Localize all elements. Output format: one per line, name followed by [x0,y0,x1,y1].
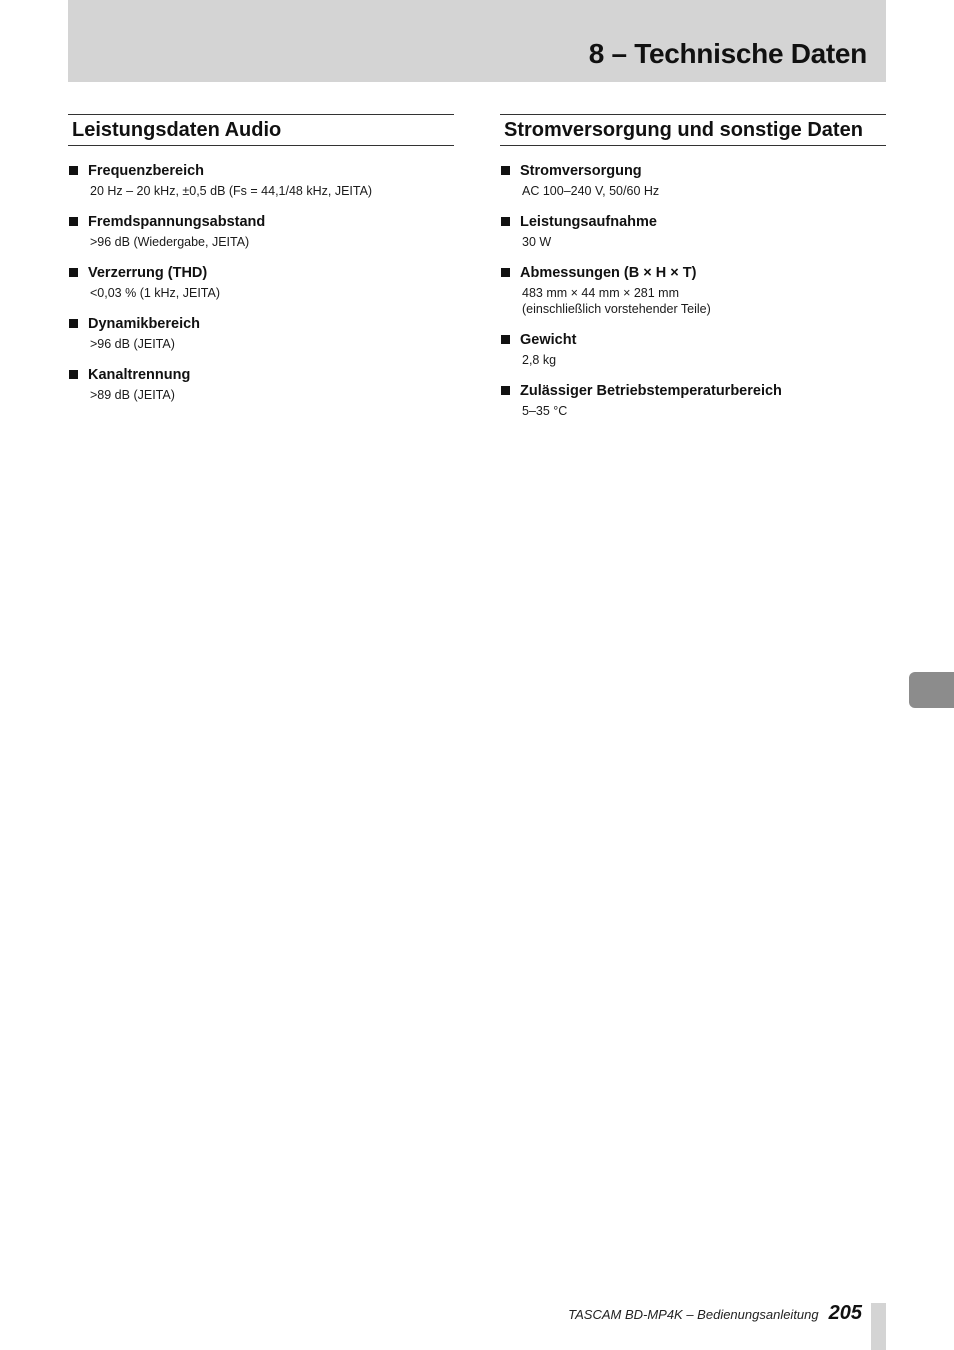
spec-value: 5–35 °C [522,404,568,418]
section-audio [68,114,454,403]
square-bullet-icon [501,335,510,344]
chapter-header-band [68,0,886,82]
spec-value: 30 W [522,235,552,249]
square-bullet-icon [501,268,510,277]
square-bullet-icon [501,386,510,395]
spec-label: Stromversorgung [520,163,642,179]
spec-list [500,162,886,419]
page-footer [568,1302,862,1332]
footer-manual-title: TASCAM BD-MP4K – Bedienungsanleitung [568,1307,819,1322]
section-heading: Leistungsdaten Audio [68,114,454,146]
spec-label: Dynamikbereich [88,316,201,332]
spec-label: Verzerrung (THD) [88,265,208,281]
square-bullet-icon [501,217,510,226]
square-bullet-icon [69,370,78,379]
spec-item [68,213,454,250]
spec-item [500,382,886,419]
spec-value: >89 dB (JEITA) [90,388,175,402]
square-bullet-icon [69,217,78,226]
spec-value: AC 100–240 V, 50/60 Hz [522,184,660,198]
spec-value: 2,8 kg [522,353,557,367]
spec-value: <0,03 % (1 kHz, JEITA) [90,286,221,300]
spec-list [68,162,454,403]
spec-label: Kanaltrennung [88,367,191,383]
spec-label: Gewicht [520,332,577,348]
spec-item [500,331,886,368]
spec-value-continued: (einschließlich vorstehender Teile) [522,302,711,316]
spec-item [68,264,454,301]
square-bullet-icon [69,319,78,328]
spec-item [68,162,454,199]
spec-value: 483 mm × 44 mm × 281 mm [522,286,680,300]
spec-label: Frequenzbereich [88,163,205,179]
spec-label: Zulässiger Betriebstemperaturbereich [520,383,782,399]
square-bullet-icon [69,268,78,277]
spec-value: >96 dB (Wiedergabe, JEITA) [90,235,250,249]
spec-item [68,366,454,403]
spec-label: Abmessungen (B × H × T) [520,265,697,281]
spec-value: 20 Hz – 20 kHz, ±0,5 dB (Fs = 44,1/48 kHz, JEITA) [90,184,373,198]
spec-value: >96 dB (JEITA) [90,337,175,351]
spec-label: Leistungsaufnahme [520,214,657,230]
spec-item [68,315,454,352]
spec-item [500,162,886,199]
spec-label: Fremdspannungsabstand [88,214,266,230]
spec-item [500,264,886,317]
section-heading: Stromversorgung und sonstige Daten [500,114,886,146]
square-bullet-icon [69,166,78,175]
chapter-thumb-tab [909,672,954,708]
chapter-title: 8 – Technische Daten [588,38,867,69]
section-power-misc [500,114,886,419]
square-bullet-icon [501,166,510,175]
spec-item [500,213,886,250]
page-number: 205 [828,1302,862,1324]
footer-marker-bar [871,1303,886,1350]
